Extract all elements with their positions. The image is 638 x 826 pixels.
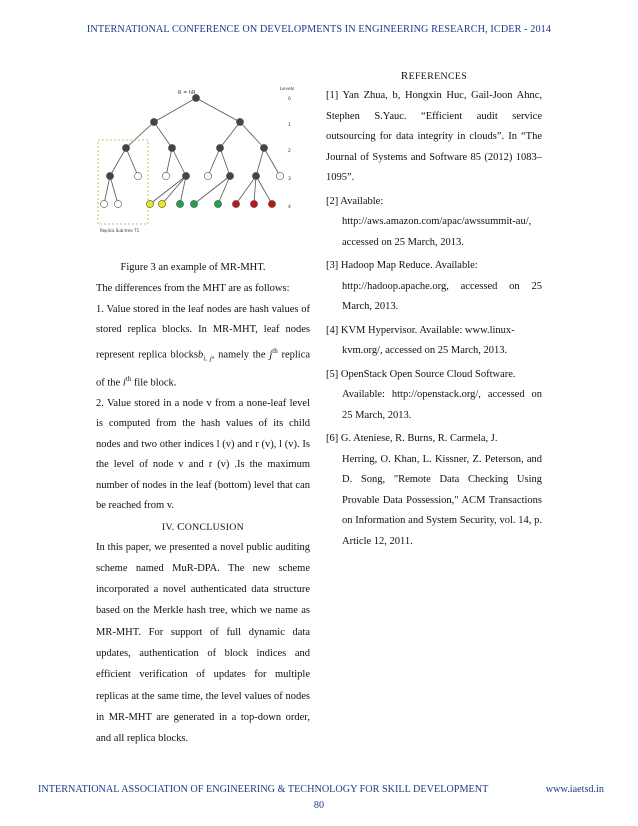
page-number: 80 (313, 800, 325, 811)
tree-node (162, 172, 169, 179)
conclusion-number: IV. (161, 521, 178, 533)
conclusion-title: ONCLUSION (184, 521, 245, 533)
references-initial: R (400, 70, 409, 82)
tree-node (204, 172, 211, 179)
paragraph-point-1 (96, 300, 310, 394)
figure-caption: Figure 3 an example of MR-MHT. (120, 262, 266, 273)
footer (38, 784, 604, 795)
level-number: 1 (288, 123, 291, 128)
references-heading (326, 70, 542, 82)
level-number: 0 (288, 97, 291, 102)
point-1-text-c: replica of the (96, 349, 311, 389)
point-1-text-d: file block. (131, 377, 177, 389)
tree-edge (194, 176, 230, 204)
footer-association: INTERNATIONAL ASSOCIATION OF ENGINEERING & TECHNOLOGY FOR SKILL DEVELOPMENT (38, 784, 489, 795)
tree-edge (154, 98, 196, 122)
tree-node (252, 172, 259, 179)
tree-edge (154, 122, 172, 148)
tree-node (226, 172, 233, 179)
tree-node (176, 200, 183, 207)
reference-continuation: kvm.org/, accessed on 25 March, 2013. (342, 345, 508, 356)
reference-first-line: [5] OpenStack Open Source Cloud Software. (326, 368, 516, 380)
tree-edge (254, 176, 256, 204)
j-superscript: th (272, 346, 278, 355)
point-1-text: 1. Value stored in the leaf nodes are hash values of stored replica blocks. In MR-MHT, leaf nodes represent replica blocks (96, 303, 310, 360)
reference-item (326, 429, 542, 552)
tree-node (146, 200, 153, 207)
conclusion-heading (96, 521, 310, 533)
paragraph-intro: The differences from the MHT are as follows: (96, 283, 290, 294)
tree-node (106, 172, 113, 179)
level-number: 4 (288, 205, 291, 210)
tree-node (250, 200, 257, 207)
reference-continuation: http://aws.amazon.com/apac/awssummit-au/, accessed on 25 March, 2013. (342, 216, 532, 248)
tree-node (168, 144, 175, 151)
tree-node (190, 200, 197, 207)
tree-edge (196, 98, 240, 122)
tree-edge (110, 176, 118, 204)
tree-edge (240, 122, 264, 148)
tree-node (236, 118, 243, 125)
conference-header: INTERNATIONAL CONFERENCE ON DEVELOPMENTS IN ENGINEERING RESEARCH, ICDER - 2014 (86, 24, 552, 35)
subtree-label: Replica Sub-tree T1 (100, 228, 140, 233)
i-symbol: i (122, 377, 126, 389)
tree-node (232, 200, 239, 207)
reference-item (326, 192, 542, 254)
tree-node (276, 172, 283, 179)
tree-node (134, 172, 141, 179)
footer-website: www.iaetsd.in (545, 784, 604, 795)
figure-mr-mht (96, 82, 298, 238)
level-number: 3 (288, 177, 291, 182)
merkle-tree-diagram (96, 82, 298, 238)
conclusion-initial: C (177, 520, 185, 533)
tree-node (214, 200, 221, 207)
tree-edge (256, 176, 272, 204)
level-number: 2 (288, 149, 291, 154)
reference-item (326, 321, 542, 362)
reference-continuation: http://hadoop.apache.org, accessed on 25 March, 2013. (342, 280, 542, 312)
tree-node (182, 172, 189, 179)
tree-edge (208, 148, 220, 176)
block-subscript: i, j (203, 354, 212, 363)
i-superscript: th (125, 374, 132, 383)
reference-first-line: [2] Available: (326, 195, 384, 207)
reference-continuation: Available: http://openstack.org/, accessed on 25 March, 2013. (342, 389, 542, 421)
j-symbol: j (269, 349, 273, 360)
tree-edge (264, 148, 280, 176)
tree-edge (104, 176, 110, 204)
tree-node (150, 118, 157, 125)
tree-node (100, 200, 107, 207)
tree-edge (236, 176, 256, 204)
tree-edge (126, 148, 138, 176)
reference-item (326, 365, 542, 427)
reference-first-line: [4] KVM Hypervisor. Available: www.linux- (326, 324, 515, 336)
tree-node (114, 200, 121, 207)
reference-first-line: [3] Hadoop Map Reduce. Available: (326, 260, 478, 271)
reference-list (326, 86, 542, 552)
tree-edge (110, 148, 126, 176)
references-title: EFERENCES (408, 71, 468, 82)
reference-item (326, 86, 542, 189)
tree-edge (256, 148, 264, 176)
right-column (326, 70, 542, 555)
tree-node (268, 200, 275, 207)
paragraph-point-2: 2. Value stored in a node v from a none-leaf level is computed from the hash values of its child nodes and two other indices l (v) and r (v), l (v). Is the level of node v and r (v) .Is the maximum number of nodes in the leaf (bottom) level that can be reached from v. (96, 397, 310, 512)
tree-edge (162, 176, 186, 204)
tree-edge (172, 148, 186, 176)
point-1-text-b: , namely the (211, 349, 270, 360)
tree-edge (126, 122, 154, 148)
tree-node (122, 144, 129, 151)
tree-edge (220, 122, 240, 148)
tree-node (216, 144, 223, 151)
left-column (96, 82, 310, 750)
tree-edge (220, 148, 230, 176)
levels-title: Levels (280, 87, 295, 92)
reference-first-line: [1] Yan Zhua, b, Hongxin Huc, Gail-Joon Ahnc, Stephen S.Yauc. “Efficient audit service outsourcing for data integrity in clouds”. In “The Journal of Systems and Software 85 (2012) 1083– 1095”. (326, 90, 542, 183)
tree-edge (166, 148, 172, 176)
reference-item (326, 256, 542, 318)
reference-first-line: [6] G. Ateniese, R. Burns, R. Carmela, J. (326, 433, 498, 444)
tree-node (260, 144, 267, 151)
conclusion-text: In this paper, we presented a novel public auditing scheme named MuR-DPA. The new scheme incorporated a novel authenticated data structure based on the Merkle hash tree, which we name as MR-MHT. For support of full dynamic data updates, authentication of block indices and efficient verification of updates for multiple replicas at the same time, the level values of nodes in MR-MHT are generated in a top-down order, and all replica blocks. (96, 541, 310, 745)
reference-continuation: Herring, O. Khan, L. Kissner, Z. Peterson, and D. Song, "Remote Data Checking Using Provable Data Possession," ACM Transactions on Information and System Security, vol. 14, p. Article 12, 2011. (342, 453, 542, 547)
block-symbol: b (197, 349, 204, 360)
root-label: R = hR (178, 90, 196, 96)
tree-node (158, 200, 165, 207)
